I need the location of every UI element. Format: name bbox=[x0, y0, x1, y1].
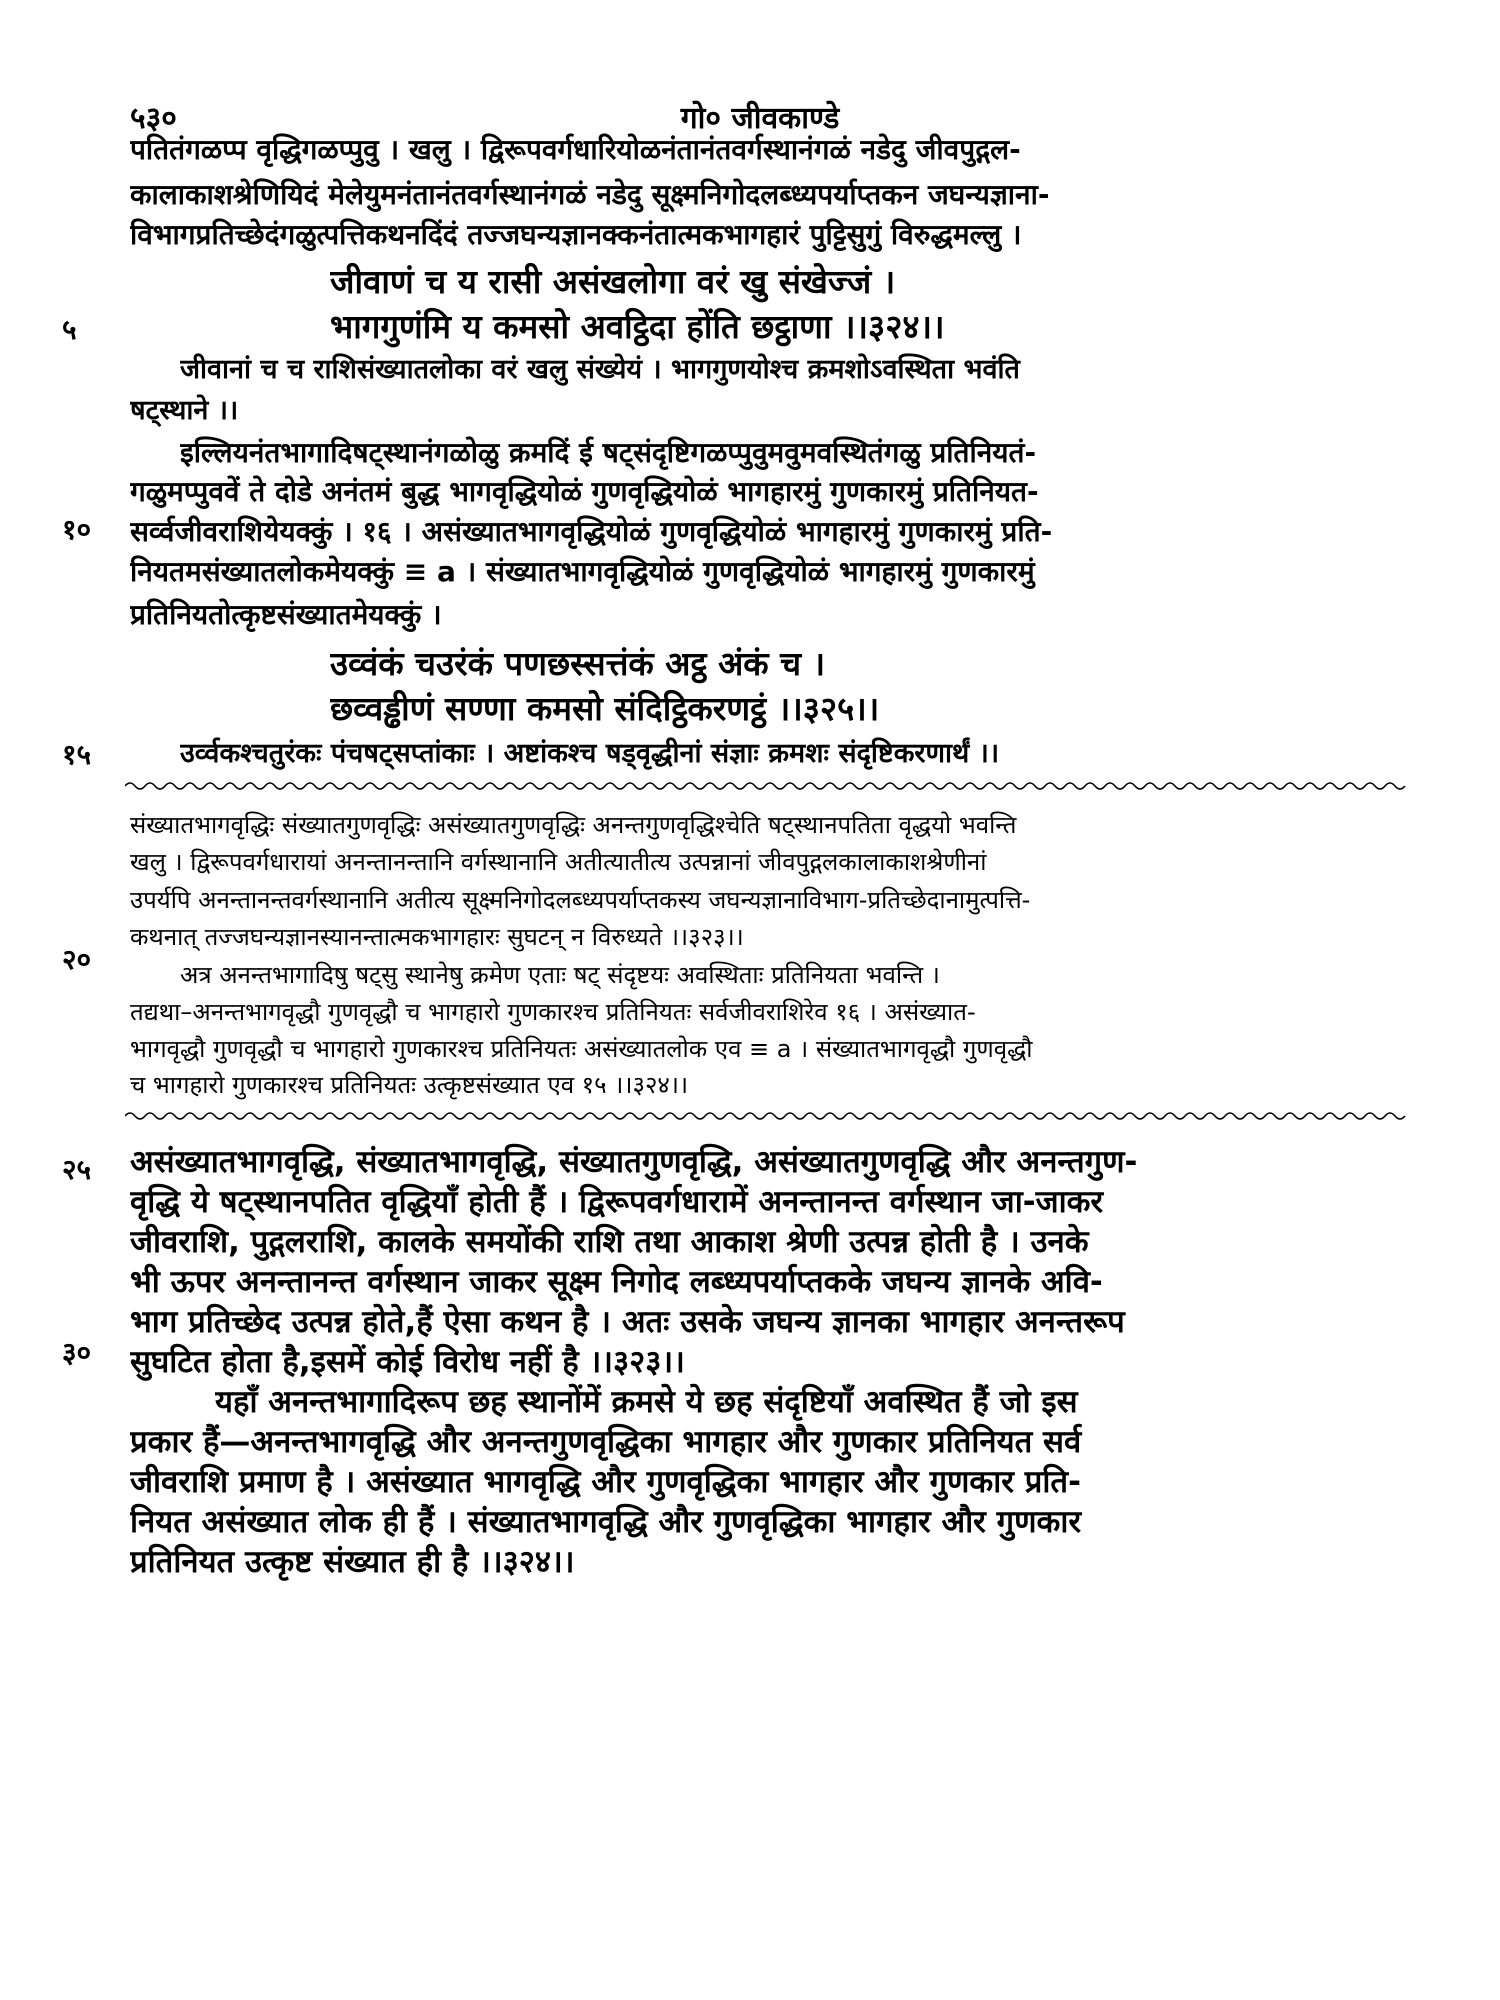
text-line: उपर्यपि अनन्तानन्तवर्गस्थानानि अतीत्य सूक्ष्मनिगोदलब्ध्यपर्याप्तकस्य जघन्यज्ञानाविभाग-प्रतिच्छेदानामुत्पत्ति- bbox=[130, 886, 1031, 914]
text-line: सर्व्वजीवराशियेयक्कुं । १६ । असंख्यातभागवृद्धियोळं गुणवृद्धियोळं भागहारमुं गुणकारमुं प्रति- bbox=[130, 515, 1053, 548]
text-line: प्रतिनियत उत्कृष्ट संख्यात ही है ।।३२४।। bbox=[130, 1544, 575, 1580]
text-line: अत्र अनन्तभागादिषु षट्सु स्थानेषु क्रमेण एताः षट् संदृष्टयः अवस्थिताः प्रतिनियता भवन्ति । bbox=[180, 961, 940, 989]
text-line: पतितंगळप्प वृद्धिगळप्पुवु । खलु । द्विरूपवर्गधारियोळनंतानंतवर्गस्थानंगळं नडेदु जीवपुद्गल- bbox=[130, 133, 1021, 166]
text-line: कालाकाशश्रेणियिदं मेलेयुमनंतानंतवर्गस्थानंगळं नडेदु सूक्ष्मनिगोदलब्ध्यपर्याप्तकन जघन्यज्ञाना- bbox=[130, 178, 1050, 211]
text-line: संख्यातभागवृद्धिः संख्यातगुणवृद्धिः असंख्यातगुणवृद्धिः अनन्तगुणवृद्धिश्चेति षट्स्थानपतिता वृद्धयो भवन्ति bbox=[130, 811, 1017, 839]
text-line: असंख्यातभागवृद्धि, संख्यातभागवृद्धि, संख्यातगुणवृद्धि, असंख्यातगुणवृद्धि और अनन्तगुण- bbox=[130, 1144, 1138, 1180]
text-line: भागवृद्धौ गुणवृद्धौ च भागहारो गुणकारश्च प्रतिनियतः असंख्यातलोक एव ≡ a । संख्यातभागवृद्धौ गुणवृद्धौ bbox=[130, 1035, 1033, 1063]
text-line: सुघटित होता है,इसमें कोई विरोध नहीं है ।।३२३।। bbox=[130, 1344, 685, 1380]
margin-line-number: १५ bbox=[62, 738, 92, 771]
text-line: नियतमसंख्यातलोकमेयक्कुं ≡ a । संख्यातभागवृद्धियोळं गुणवृद्धियोळं भागहारमुं गुणकारमुं bbox=[130, 555, 1035, 588]
text-line: खलु । द्विरूपवर्गधारायां अनन्तानन्तानि वर्गस्थानानि अतीत्यातीत्य उत्पन्नानां जीवपुद्गलकालाकाशश्रेणीनां bbox=[130, 848, 987, 876]
wavy-divider bbox=[125, 1110, 1410, 1122]
running-title: गो० जीवकाण्डे bbox=[680, 101, 840, 136]
text-line: च भागहारो गुणकारश्च प्रतिनियतः उत्कृष्टसंख्यात एव १५ ।।३२४।। bbox=[130, 1071, 689, 1099]
prakrit-verse-line: जीवाणं च य रासी असंखलोगा वरं खु संखेज्जं । bbox=[330, 262, 896, 301]
sanskrit-chhaya-line: षट्स्थाने ।। bbox=[130, 395, 239, 426]
page-number: ५३० bbox=[130, 101, 177, 136]
margin-line-number: ५ bbox=[62, 313, 77, 346]
wavy-divider bbox=[125, 780, 1410, 792]
prakrit-verse-line: उव्वंकं चउरंकं पणछस्सत्तंकं अट्ठ अंकं च । bbox=[330, 644, 826, 683]
text-line: कथनात् तज्जघन्यज्ञानस्यानन्तात्मकभागहारः सुघटन् न विरुध्यते ।।३२३।। bbox=[130, 923, 744, 951]
margin-line-number: २५ bbox=[62, 1153, 92, 1186]
prakrit-verse-line: छव्वड्ढीणं सण्णा कमसो संदिट्ठिकरणट्ठं ।।३२५।। bbox=[330, 689, 880, 728]
prakrit-verse-line: भागगुणंमि य कमसो अवट्ठिदा होंति छट्ठाणा ।।३२४।। bbox=[330, 307, 945, 346]
sanskrit-chhaya-line: जीवानां च च राशिसंख्यातलोका वरं खलु संख्येयं । भागगुणयोश्च क्रमशोऽवस्थिता भवंति bbox=[180, 354, 1020, 385]
margin-line-number: १० bbox=[62, 513, 92, 546]
margin-line-number: ३० bbox=[62, 1336, 92, 1369]
text-line: वृद्धि ये षट्स्थानपतित वृद्धियाँ होती हैं । द्विरूपवर्गधारामें अनन्तानन्त वर्गस्थान जा-जाकर bbox=[130, 1184, 1104, 1220]
text-line: तद्यथा–अनन्तभागवृद्धौ गुणवृद्धौ च भागहारो गुणकारश्च प्रतिनियतः सर्वजीवराशिरेव १६ । असंख्यात- bbox=[130, 998, 976, 1026]
text-line: इल्लियनंतभागादिषट्स्थानंगळोळु क्रमदिं ई षट्संदृष्टिगळप्पुवुमवुमवस्थितंगळु प्रतिनियतं- bbox=[180, 436, 1037, 469]
text-line: प्रकार हैं—अनन्तभागवृद्धि और अनन्तगुणवृद्धिका भागहार और गुणकार प्रतिनियत सर्व bbox=[130, 1424, 1082, 1460]
margin-line-number: २० bbox=[62, 943, 92, 976]
text-line: विभागप्रतिच्छेदंगळुत्पत्तिकथनदिंदं तज्जघन्यज्ञानक्कनंतात्मकभागहारं पुट्टिसुगुं विरुद्धमल्लु । bbox=[130, 218, 1022, 251]
sanskrit-chhaya-line: उर्व्वकश्चतुरंकः पंचषट्सप्तांकाः । अष्टांकश्च षड्वृद्धीनां संज्ञाः क्रमशः संदृष्टिकरणार्थं ।। bbox=[180, 738, 1000, 769]
text-line: नियत असंख्यात लोक ही हैं । संख्यातभागवृद्धि और गुणवृद्धिका भागहार और गुणकार bbox=[130, 1504, 1082, 1540]
text-line: भी ऊपर अनन्तानन्त वर्गस्थान जाकर सूक्ष्म निगोद लब्ध्यपर्याप्तकके जघन्य ज्ञानके अवि- bbox=[130, 1264, 1103, 1300]
text-line: जीवराशि प्रमाण है । असंख्यात भागवृद्धि और गुणवृद्धिका भागहार और गुणकार प्रति- bbox=[130, 1464, 1081, 1500]
text-line: जीवराशि, पुद्गलराशि, कालके समयोंकी राशि तथा आकाश श्रेणी उत्पन्न होती है । उनके bbox=[130, 1224, 1089, 1260]
text-line: प्रतिनियतोत्कृष्टसंख्यातमेयक्कुं । bbox=[130, 598, 442, 631]
text-line: गळुमप्पुववें ते दोडे अनंतमं बुद्ध भागवृद्धियोळं गुणवृद्धियोळं भागहारमुं गुणकारमुं प्रतिनियत- bbox=[130, 475, 1039, 508]
text-line: यहाँ अनन्तभागादिरूप छह स्थानोंमें क्रमसे ये छह संदृष्टियाँ अवस्थित हैं जो इस bbox=[215, 1384, 1078, 1420]
text-line: भाग प्रतिच्छेद उत्पन्न होते,हैं ऐसा कथन है । अतः उसके जघन्य ज्ञानका भागहार अनन्तरूप bbox=[130, 1304, 1125, 1340]
